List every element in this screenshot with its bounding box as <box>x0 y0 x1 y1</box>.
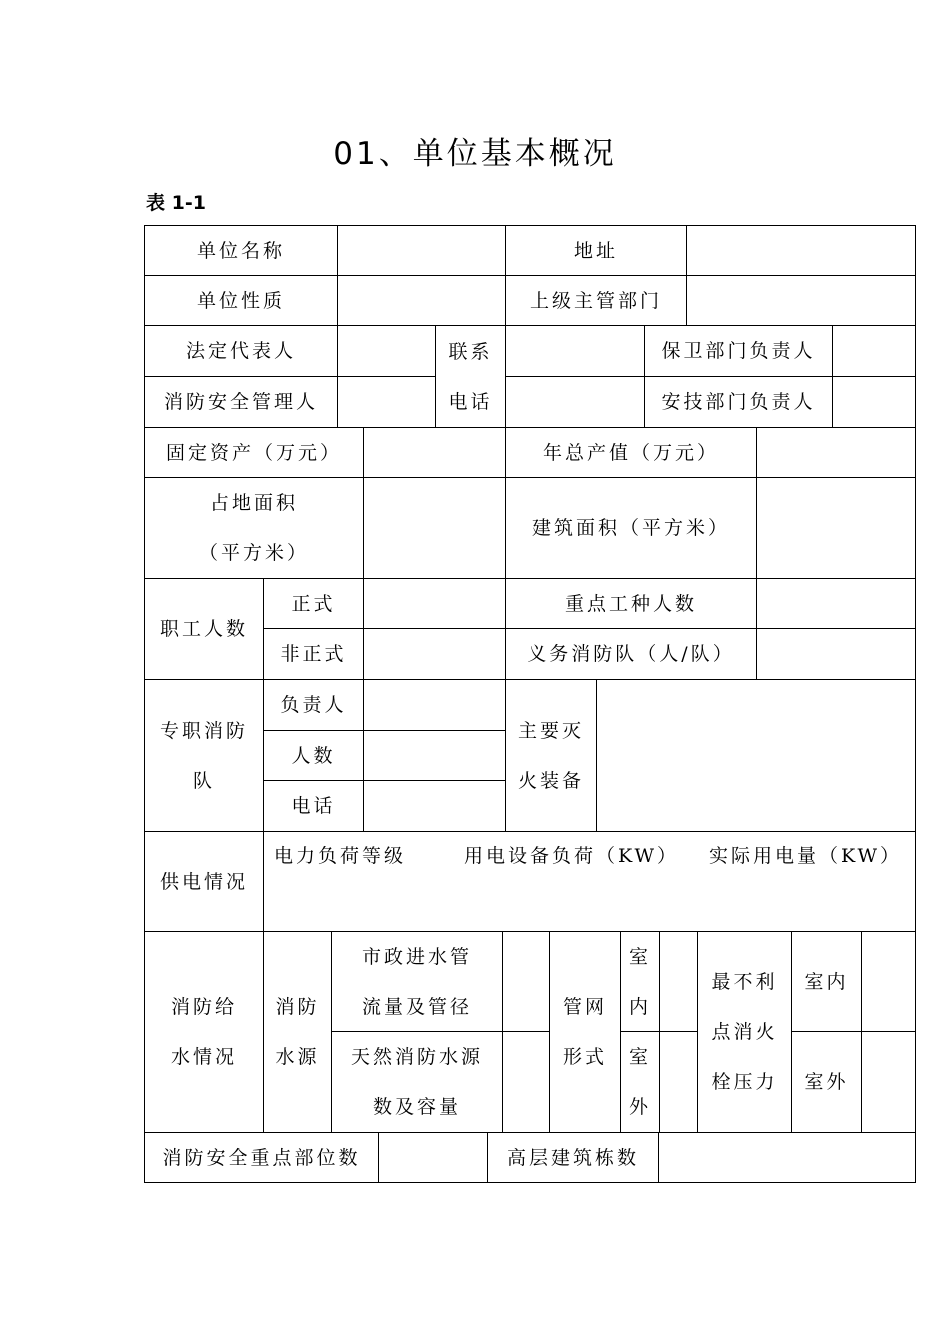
fire-manager-label: 消防安全管理人 <box>144 376 338 428</box>
tech-head-label: 安技部门负责人 <box>644 376 833 428</box>
network-outdoor-label: 室 外 <box>620 1031 660 1133</box>
volunteer-team-label: 义务消防队（人/队） <box>505 628 757 680</box>
pressure-outdoor-field[interactable] <box>861 1031 916 1133</box>
legal-rep-label: 法定代表人 <box>144 325 338 377</box>
security-head-field[interactable] <box>832 325 916 377</box>
pipe-network-label: 管网 形式 <box>549 931 621 1133</box>
high-rise-field[interactable] <box>658 1132 916 1183</box>
land-area-label: 占地面积 （平方米） <box>144 477 364 579</box>
pressure-indoor-field[interactable] <box>861 931 916 1032</box>
contact-phone-label: 联系 电话 <box>435 325 506 428</box>
equipment-field[interactable] <box>596 679 916 832</box>
unit-nature-label: 单位性质 <box>144 275 338 326</box>
table-label: 表 1-1 <box>146 192 206 214</box>
team-phone-field[interactable] <box>363 780 506 832</box>
land-area-field[interactable] <box>363 477 506 579</box>
formal-staff-label: 正式 <box>263 578 364 629</box>
equipment-load-label: 用电设备负荷（KW） <box>464 845 680 867</box>
fire-manager-field[interactable] <box>337 376 436 428</box>
page-title: 01、单位基本概况 <box>333 136 617 172</box>
equipment-label: 主要灭 火装备 <box>505 679 597 832</box>
annual-output-field[interactable] <box>756 427 916 478</box>
municipal-pipe-field[interactable] <box>502 931 550 1032</box>
high-rise-label: 高层建筑栋数 <box>487 1132 659 1183</box>
unit-nature-field[interactable] <box>337 275 506 326</box>
key-parts-field[interactable] <box>378 1132 488 1183</box>
pressure-outdoor-label: 室外 <box>791 1031 862 1133</box>
key-parts-label: 消防安全重点部位数 <box>144 1132 379 1183</box>
staff-count-label: 职工人数 <box>144 578 264 680</box>
actual-usage-label: 实际用电量（KW） <box>709 845 903 867</box>
parent-dept-label: 上级主管部门 <box>505 275 687 326</box>
fixed-assets-field[interactable] <box>363 427 506 478</box>
network-indoor-field[interactable] <box>659 931 698 1032</box>
address-label: 地址 <box>505 225 687 276</box>
building-area-field[interactable] <box>756 477 916 579</box>
load-level-label: 电力负荷等级 <box>274 845 407 867</box>
team-leader-label: 负责人 <box>263 679 364 731</box>
address-field[interactable] <box>686 225 916 276</box>
legal-rep-field[interactable] <box>337 325 436 377</box>
network-indoor-label: 室 内 <box>620 931 660 1032</box>
fixed-assets-label: 固定资产（万元） <box>144 427 364 478</box>
team-leader-field[interactable] <box>363 679 506 731</box>
water-supply-label: 消防给 水情况 <box>144 931 264 1133</box>
phone-field-1[interactable] <box>505 325 645 377</box>
parent-dept-field[interactable] <box>686 275 916 326</box>
informal-staff-field[interactable] <box>363 628 506 680</box>
unit-name-field[interactable] <box>337 225 506 276</box>
fire-team-label: 专职消防 队 <box>144 679 264 832</box>
key-workers-field[interactable] <box>756 578 916 629</box>
water-source-label: 消防 水源 <box>263 931 332 1133</box>
network-outdoor-field[interactable] <box>659 1031 698 1133</box>
security-head-label: 保卫部门负责人 <box>644 325 833 377</box>
hydrant-pressure-label: 最不利 点消火 栓压力 <box>697 931 792 1133</box>
municipal-pipe-label: 市政进水管 流量及管径 <box>331 931 503 1032</box>
tech-head-field[interactable] <box>832 376 916 428</box>
annual-output-label: 年总产值（万元） <box>505 427 757 478</box>
pressure-indoor-label: 室内 <box>791 931 862 1032</box>
informal-staff-label: 非正式 <box>263 628 364 680</box>
team-count-field[interactable] <box>363 730 506 781</box>
unit-name-label: 单位名称 <box>144 225 338 276</box>
natural-source-label: 天然消防水源 数及容量 <box>331 1031 503 1133</box>
building-area-label: 建筑面积（平方米） <box>505 477 757 579</box>
formal-staff-field[interactable] <box>363 578 506 629</box>
power-supply-label: 供电情况 <box>144 831 264 932</box>
team-phone-label: 电话 <box>263 780 364 832</box>
natural-source-field[interactable] <box>502 1031 550 1133</box>
key-workers-label: 重点工种人数 <box>505 578 757 629</box>
phone-field-2[interactable] <box>505 376 645 428</box>
volunteer-team-field[interactable] <box>756 628 916 680</box>
team-count-label: 人数 <box>263 730 364 781</box>
